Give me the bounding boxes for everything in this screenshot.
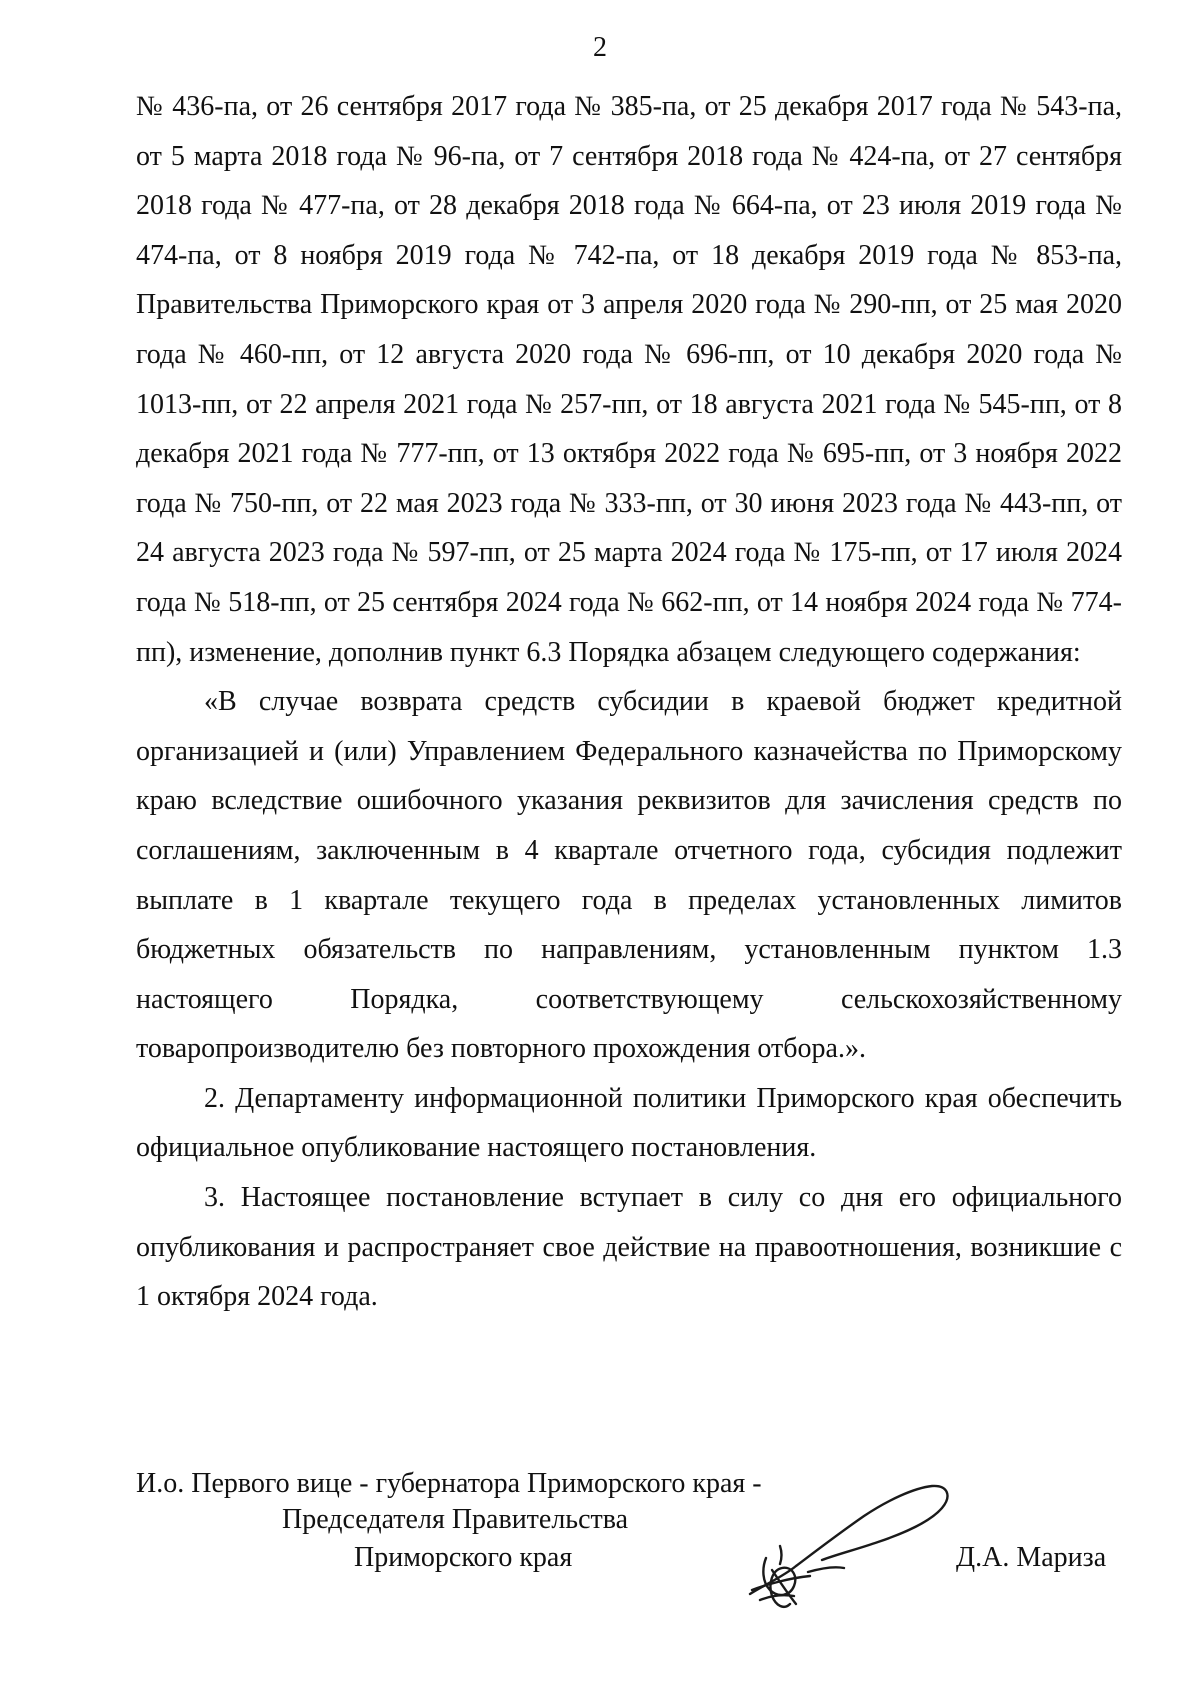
paragraph-quoted-addition: «В случае возврата средств субсидии в краевой бюджет кредитной организацией и (или) Управлением Федерального казначейства по Приморскому краю вследствие ошибочного указания реквизитов для зачисления средств по соглашениям, заключенным в 4 квартале отчетного года, субсидия подлежит выплате в 1 квартале текущего года в пределах установленных лимитов бюджетных обязательств по направлениям, установленным пунктом 1.3 настоящего Порядка, соответствующему сельскохозяйственному товаропроизводителю без повторного прохождения отбора.». (136, 686, 1122, 1065)
document-body (136, 82, 1122, 1322)
paragraph-item-3: 3. Настоящее постановление вступает в силу со дня его официального опубликования и распространяет свое действие на правоотношения, возникшие с 1 октября 2024 года. (136, 1182, 1122, 1313)
handwritten-signature (738, 1472, 958, 1622)
paragraph-amendment-list: № 436-па, от 26 сентября 2017 года № 385-па, от 25 декабря 2017 года № 543-па, от 5 марта 2018 года № 96-па, от 7 сентября 2018 года № 424-па, от 27 сентября 2018 года № 477-па, от 28 декабря 2018 года № 664-па, от 23 июля 2019 года № 474-па, от 8 ноября 2019 года № 742-па, от 18 декабря 2019 года № 853-па, Правительства Приморского края от 3 апреля 2020 года № 290-пп, от 25 мая 2020 года № 460-пп, от 12 августа 2020 года № 696-пп, от 10 декабря 2020 года № 1013-пп, от 22 апреля 2021 года № 257-пп, от 18 августа 2021 года № 545-пп, от 8 декабря 2021 года № 777-пп, от 13 октября 2022 года № 695-пп, от 3 ноября 2022 года № 750-пп, от 22 мая 2023 года № 333-пп, от 30 июня 2023 года № 443-пп, от 24 августа 2023 года № 597-пп, от 25 марта 2024 года № 175-пп, от 17 июля 2024 года № 518-пп, от 25 сентября 2024 года № 662-пп, от 14 ноября 2024 года № 774-пп), изменение, дополнив пункт 6.3 Порядка абзацем следующего содержания: (136, 91, 1122, 668)
page-number: 2 (593, 32, 607, 63)
paragraph-item-2: 2. Департаменту информационной политики Приморского края обеспечить официальное опубликование настоящего постановления. (136, 1082, 1122, 1164)
signatory-name: Д.А. Мариза (956, 1542, 1107, 1573)
signatory-title-line-3: Приморского края (354, 1542, 573, 1573)
signatory-title-line-1: И.о. Первого вице - губернатора Приморского края - (136, 1468, 762, 1499)
signatory-title-line-2: Председателя Правительства (282, 1504, 629, 1535)
